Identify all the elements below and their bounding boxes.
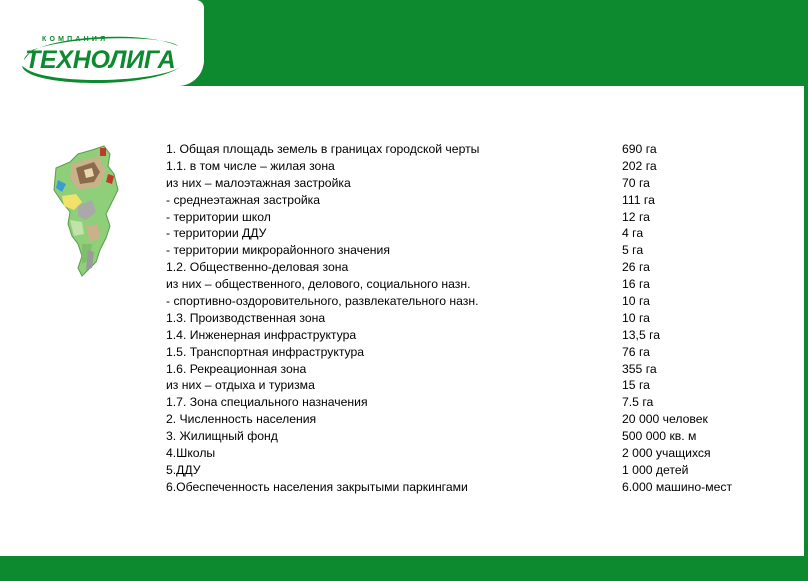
row-value: 12 га — [622, 209, 650, 224]
row-value: 1 000 детей — [622, 462, 689, 477]
logo-subtitle: КОМПАНИЯ — [42, 36, 109, 43]
row-value: 16 га — [622, 277, 650, 292]
row-value: 202 га — [622, 158, 657, 173]
row-value: 10 га — [622, 294, 650, 309]
table-row — [166, 411, 766, 428]
row-value: 10 га — [622, 310, 650, 325]
row-label: - территории школ — [166, 209, 271, 224]
table-row — [166, 462, 766, 479]
row-value: 6.000 машино-мест — [622, 479, 733, 494]
table-row — [166, 327, 766, 344]
row-value: 7.5 га — [622, 395, 654, 410]
table-row — [166, 225, 766, 242]
row-label: 1.6. Рекреационная зона — [166, 361, 307, 376]
row-value: 20 000 человек — [622, 412, 708, 427]
row-value: 15 га — [622, 378, 650, 393]
row-label: из них – общественного, делового, социального назн. — [166, 277, 471, 292]
row-label: 1.1. в том числе – жилая зона — [166, 158, 335, 173]
row-label: - среднеэтажная застройка — [166, 192, 321, 207]
logo-plate — [0, 0, 204, 86]
table-row — [166, 293, 766, 310]
row-value: 111 га — [622, 192, 655, 207]
row-label: 1. Общая площадь земель в границах городской черты — [166, 142, 480, 156]
row-label: 1.4. Инженерная инфраструктура — [166, 327, 357, 342]
row-label: из них – отдыха и туризма — [166, 378, 315, 393]
table-row — [166, 192, 766, 209]
table-row — [166, 361, 766, 378]
row-value: 76 га — [622, 344, 650, 359]
table-row — [166, 242, 766, 259]
row-value: 690 га — [622, 142, 657, 156]
row-label: 2. Численность населения — [166, 412, 317, 427]
table-row — [166, 479, 766, 496]
table-row — [166, 428, 766, 445]
row-value: 4 га — [622, 226, 644, 241]
footer-band — [0, 556, 808, 581]
row-label: 1.5. Транспортная инфраструктура — [166, 344, 365, 359]
table-row — [166, 259, 766, 276]
row-label: - территории микрорайонного значения — [166, 243, 390, 258]
row-label: из них – малоэтажная застройка — [166, 175, 351, 190]
row-label: 5.ДДУ — [166, 462, 201, 477]
row-value: 355 га — [622, 361, 657, 376]
table-row — [166, 276, 766, 293]
row-value: 500 000 кв. м — [622, 429, 697, 444]
row-label: - спортивно-оздоровительного, развлекательного назн. — [166, 294, 479, 309]
row-label: 1.7. Зона специального назначения — [166, 395, 368, 410]
row-label: 6.Обеспеченность населения закрытыми паркингами — [166, 479, 468, 494]
table-row — [166, 377, 766, 394]
row-value: 5 га — [622, 243, 644, 258]
company-logo — [18, 30, 186, 88]
table-row — [166, 175, 766, 192]
table-row — [166, 344, 766, 361]
table-row — [166, 141, 766, 158]
row-label: - территории ДДУ — [166, 226, 267, 241]
district-map-icon — [48, 140, 126, 280]
row-value: 26 га — [622, 260, 650, 275]
row-value: 70 га — [622, 175, 650, 190]
row-value: 2 000 учащихся — [622, 446, 711, 461]
table-row — [166, 394, 766, 411]
table-row — [166, 209, 766, 226]
row-label: 1.3. Производственная зона — [166, 310, 326, 325]
row-value: 13,5 га — [622, 327, 661, 342]
row-label: 3. Жилищный фонд — [166, 429, 278, 444]
logo-title: ТЕХНОЛИГА — [25, 46, 176, 74]
table-row — [166, 445, 766, 462]
row-label: 4.Школы — [166, 446, 216, 461]
table-row — [166, 310, 766, 327]
statistics-table — [166, 141, 766, 496]
right-stripe — [804, 86, 808, 556]
table-row — [166, 158, 766, 175]
row-label: 1.2. Общественно-деловая зона — [166, 260, 349, 275]
